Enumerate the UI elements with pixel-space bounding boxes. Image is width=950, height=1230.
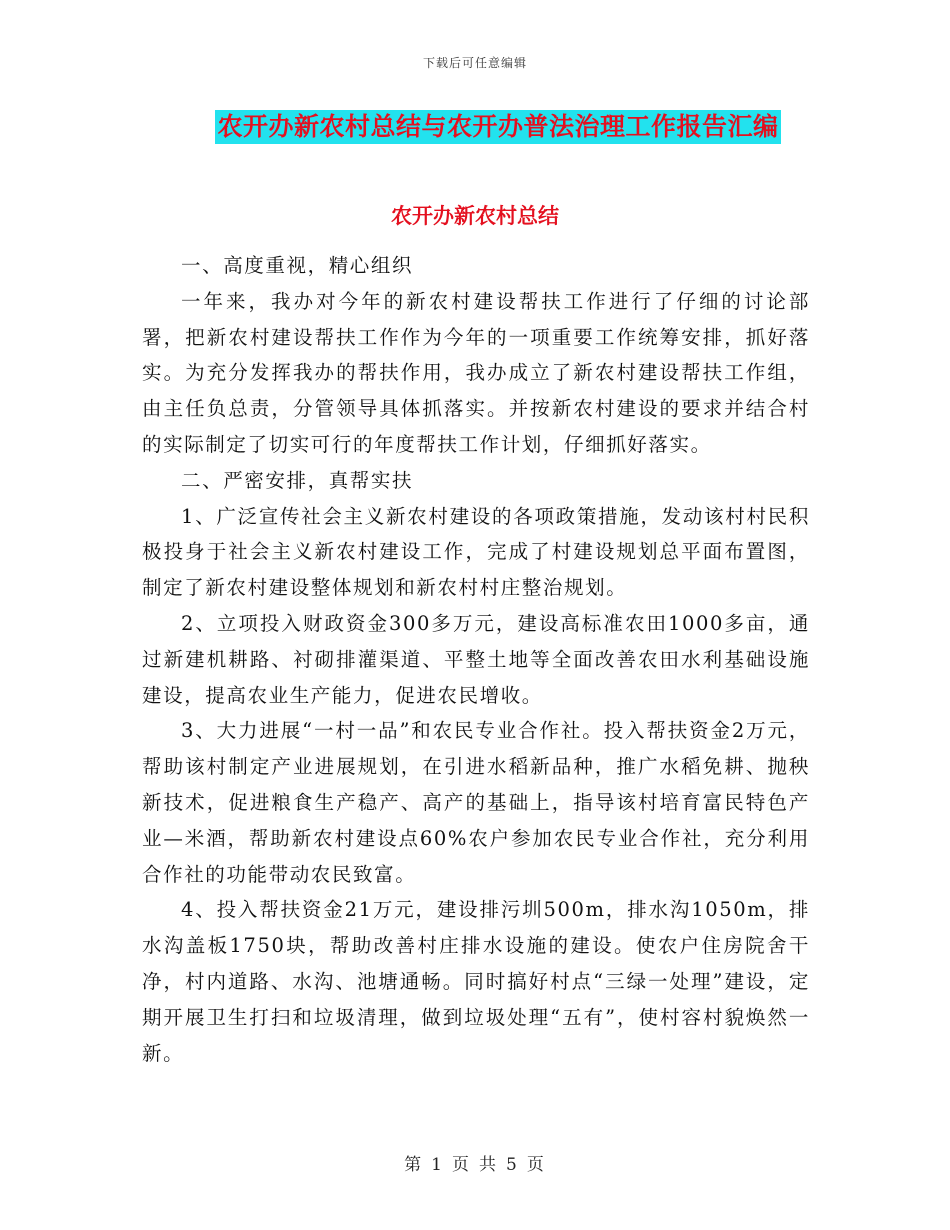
total-pages: 5 <box>506 1155 519 1175</box>
heading-one: 一、高度重视，精心组织 <box>181 254 414 277</box>
total-label-prefix: 共 <box>479 1155 498 1175</box>
document-title: 农开办新农村总结与农开办普法治理工作报告汇编 <box>215 110 780 144</box>
page-label-prefix: 第 <box>404 1155 424 1175</box>
paragraph: 2、立项投入财政资金300多万元，建设高标准农田1000多亩，通过新建机耕路、衬砌排灌渠道、平整土地等全面改善农田水利基础设施建设，提高农业生产能力，促进农民增收。 <box>142 611 810 707</box>
page-footer <box>0 1150 950 1175</box>
paragraph: 4、投入帮扶资金21万元，建设排污圳500m，排水沟1050m，排水沟盖板1750块，帮助改善村庄排水设施的建设。使农户住房院舍干净，村内道路、水沟、池塘通畅。同时搞好村点“三绿一处理”建设，定期开展卫生打扫和垃圾清理，做到垃圾处理“五有”，使村容村貌焕然一新。 <box>142 898 810 1065</box>
main-title-container <box>0 110 950 144</box>
page-label-mid: 页 <box>452 1155 471 1175</box>
document-body <box>142 248 810 1071</box>
paragraph: 一年来，我办对今年的新农村建设帮扶工作进行了仔细的讨论部署，把新农村建设帮扶工作作为今年的一项重要工作统筹安排，抓好落实。为充分发挥我办的帮扶作用，我办成立了新农村建设帮扶工作组，由主任负总责，分管领导具体抓落实。并按新农村建设的要求并结合村的实际制定了切实可行的年度帮扶工作计划，仔细抓好落实。 <box>142 289 810 456</box>
heading-two: 二、严密安排，真帮实扶 <box>181 468 414 492</box>
page-label-suffix: 页 <box>526 1155 546 1175</box>
page-number: 1 <box>431 1155 444 1175</box>
section-title: 农开办新农村总结 <box>391 204 559 228</box>
paragraph: 3、大力进展“一村一品”和农民专业合作社。投入帮扶资金2万元，帮助该村制定产业进展规划，在引进水稻新品种，推广水稻免耕、抛秧新技术，促进粮食生产稳产、高产的基础上，指导该村培育富民特色产业—米酒，帮助新农村建设点60%农户参加农民专业合作社，充分利用合作社的功能带动农民致富。 <box>142 719 810 886</box>
paragraph: 1、广泛宣传社会主义新农村建设的各项政策措施，发动该村村民积极投身于社会主义新农村建设工作，完成了村建设规划总平面布置图，制定了新农村建设整体规划和新农村村庄整治规划。 <box>142 504 810 600</box>
header-note: 下载后可任意编辑 <box>422 56 527 70</box>
